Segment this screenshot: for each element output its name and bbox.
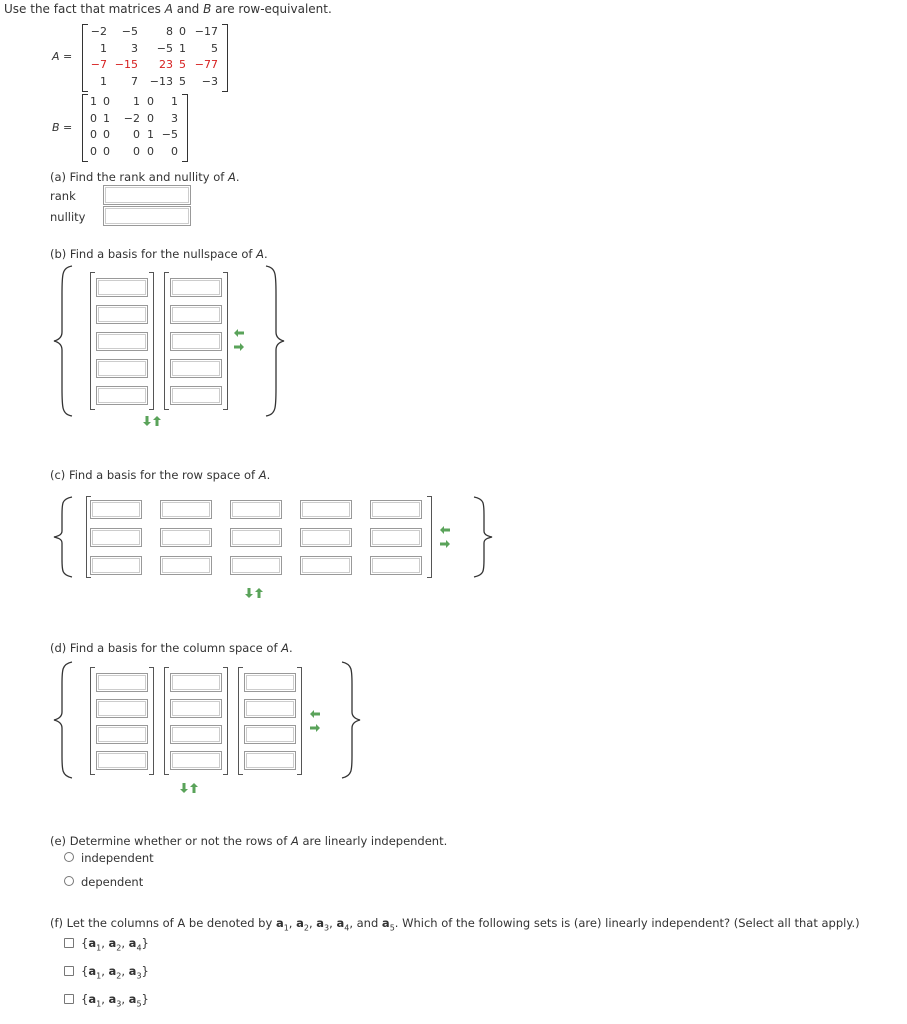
matrix-a-cell: 5 <box>179 74 186 88</box>
colspace-v2-entry[interactable] <box>170 751 222 770</box>
matrix-a-cell: −17 <box>194 25 218 38</box>
rowspace-entry[interactable] <box>160 556 212 575</box>
matrix-a-cell: 1 <box>179 41 186 55</box>
rank-input[interactable] <box>103 185 191 205</box>
rowspace-entry[interactable] <box>370 528 422 547</box>
matrix-b-cell: 0 <box>103 144 110 158</box>
part-b-right-brace <box>258 264 288 418</box>
add-remove-vector-arrows[interactable] <box>232 327 246 353</box>
matrix-b-cell: 0 <box>103 128 110 141</box>
nullspace-v1-entry[interactable] <box>96 359 148 378</box>
rowspace-entry[interactable] <box>160 528 212 547</box>
nullspace-v2-entry[interactable] <box>170 332 222 351</box>
nullity-input[interactable] <box>103 206 191 226</box>
matrix-a-cell: 5 <box>179 58 186 71</box>
colspace-v3-entry[interactable] <box>244 699 296 718</box>
part-d-right-brace <box>334 660 364 780</box>
rowspace-entry[interactable] <box>300 500 352 519</box>
matrix-a-cell: 3 <box>131 41 138 55</box>
rank-label: rank <box>50 189 76 203</box>
rowspace-entry[interactable] <box>370 500 422 519</box>
matrix-a-cell: 7 <box>131 74 138 88</box>
matrix-b-cell: 1 <box>171 95 178 108</box>
checkbox-a1-a2-a3[interactable] <box>64 966 74 976</box>
part-c-question: (c) Find a basis for the row space of A. <box>50 468 271 482</box>
part-d-left-brace <box>50 660 80 780</box>
nullspace-v1-entry[interactable] <box>96 305 148 324</box>
matrix-a-right-bracket <box>222 24 228 92</box>
part-c-right-brace <box>466 495 496 579</box>
matrix-a-left-bracket <box>82 24 88 92</box>
rowspace-entry[interactable] <box>230 500 282 519</box>
matrix-b-cell: 0 <box>147 95 154 108</box>
matrix-a-cell: −3 <box>201 74 218 88</box>
nullity-label: nullity <box>50 210 86 224</box>
matrix-a-cell: 23 <box>159 58 173 71</box>
matrix-b-cell: 0 <box>133 128 140 141</box>
rowspace-entry[interactable] <box>300 528 352 547</box>
rowspace-entry[interactable] <box>90 528 142 547</box>
part-a-question: (a) Find the rank and nullity of A. <box>50 170 240 184</box>
colspace-v2-entry[interactable] <box>170 725 222 744</box>
option-independent-label: independent <box>81 851 154 865</box>
nullspace-v2-entry[interactable] <box>170 359 222 378</box>
colspace-add-remove-arrows[interactable] <box>308 708 322 734</box>
colspace-v3-entry[interactable] <box>244 673 296 692</box>
intro-text: Use the fact that matrices A and B are row-equivalent. <box>4 2 332 16</box>
matrix-b-label: B = <box>52 121 73 134</box>
colspace-v2-entry[interactable] <box>170 699 222 718</box>
part-e-question: (e) Determine whether or not the rows of A are linearly independent. <box>50 834 448 848</box>
matrix-a-cell: −15 <box>114 58 138 71</box>
part-b-left-brace <box>50 264 80 418</box>
add-remove-row-arrows[interactable] <box>141 414 163 428</box>
matrix-a-cell: 5 <box>211 41 218 55</box>
rowspace-entry[interactable] <box>230 528 282 547</box>
matrix-a-cell: 1 <box>100 41 107 55</box>
matrix-b-left-bracket <box>82 94 88 162</box>
matrix-b-cell: 1 <box>103 111 110 125</box>
option-a1-a3-a5-label: {$a_1$, $a_3$, $a_5$} <box>81 992 149 1009</box>
matrix-b-cell: 1 <box>147 128 154 141</box>
matrix-b-cell: 0 <box>133 144 140 158</box>
matrix-a-cell: −5 <box>156 41 173 55</box>
matrix-a-cell: 1 <box>100 74 107 88</box>
matrix-b-cell: −2 <box>123 111 140 125</box>
part-c-left-brace <box>50 495 80 579</box>
rowspace-add-remove-arrows[interactable] <box>438 524 452 550</box>
rowspace-entry[interactable] <box>370 556 422 575</box>
radio-independent[interactable] <box>64 852 74 862</box>
colspace-v3-entry[interactable] <box>244 751 296 770</box>
matrix-b-cell: 0 <box>90 128 97 141</box>
option-dependent-label: dependent <box>81 875 144 889</box>
matrix-a-cell: −7 <box>90 58 107 71</box>
colspace-v1-entry[interactable] <box>96 673 148 692</box>
option-a1-a2-a3-label: {$a_1$, $a_2$, $a_3$} <box>81 964 149 981</box>
matrix-b-cell: 1 <box>133 95 140 108</box>
nullspace-v1-entry[interactable] <box>96 386 148 405</box>
nullspace-v2-entry[interactable] <box>170 278 222 297</box>
matrix-a-cell: −13 <box>149 74 173 88</box>
part-d-question: (d) Find a basis for the column space of A. <box>50 641 293 655</box>
matrix-b-cell: 3 <box>171 111 178 125</box>
rowspace-row-arrows[interactable] <box>243 586 265 600</box>
part-b-question: (b) Find a basis for the nullspace of A. <box>50 247 268 261</box>
matrix-b-cell: 1 <box>90 95 97 108</box>
rowspace-entry[interactable] <box>230 556 282 575</box>
nullspace-v1-entry[interactable] <box>96 278 148 297</box>
colspace-v1-entry[interactable] <box>96 751 148 770</box>
colspace-v1-entry[interactable] <box>96 725 148 744</box>
nullspace-v1-entry[interactable] <box>96 332 148 351</box>
nullspace-v2-entry[interactable] <box>170 305 222 324</box>
matrix-a-cell: −77 <box>194 58 218 71</box>
rowspace-entry[interactable] <box>160 500 212 519</box>
matrix-b-cell: 0 <box>103 95 110 108</box>
checkbox-a1-a2-a4[interactable] <box>64 938 74 948</box>
rowspace-entry[interactable] <box>300 556 352 575</box>
colspace-row-arrows[interactable] <box>178 781 200 795</box>
matrix-b-cell: 0 <box>147 111 154 125</box>
colspace-v2-entry[interactable] <box>170 673 222 692</box>
matrix-b-cell: 0 <box>171 144 178 158</box>
nullspace-v2-entry[interactable] <box>170 386 222 405</box>
rowspace-entry[interactable] <box>90 556 142 575</box>
radio-dependent[interactable] <box>64 876 74 886</box>
matrix-a-cell: −2 <box>90 25 107 38</box>
matrix-b-right-bracket <box>182 94 188 162</box>
matrix-b-cell: −5 <box>161 128 178 141</box>
matrix-b-cell: 0 <box>90 111 97 125</box>
matrix-a-cell: −5 <box>121 25 138 38</box>
rowspace-entry[interactable] <box>90 500 142 519</box>
matrix-b-cell: 0 <box>147 144 154 158</box>
part-f-question: (f) Let the columns of A be denoted by $a_1$, $a_2$, $a_3$, $a_4$, and $a_5$. Which of the following sets is (are) linearly independent? (Select all that apply.) <box>50 916 860 933</box>
colspace-v1-entry[interactable] <box>96 699 148 718</box>
matrix-a-cell: 0 <box>179 25 186 38</box>
option-a1-a2-a4-label: {$a_1$, $a_2$, $a_4$} <box>81 936 149 953</box>
colspace-v3-entry[interactable] <box>244 725 296 744</box>
matrix-b-cell: 0 <box>90 144 97 158</box>
checkbox-a1-a3-a5[interactable] <box>64 994 74 1004</box>
matrix-a-cell: 8 <box>166 25 173 38</box>
matrix-a-label: A = <box>52 50 73 63</box>
